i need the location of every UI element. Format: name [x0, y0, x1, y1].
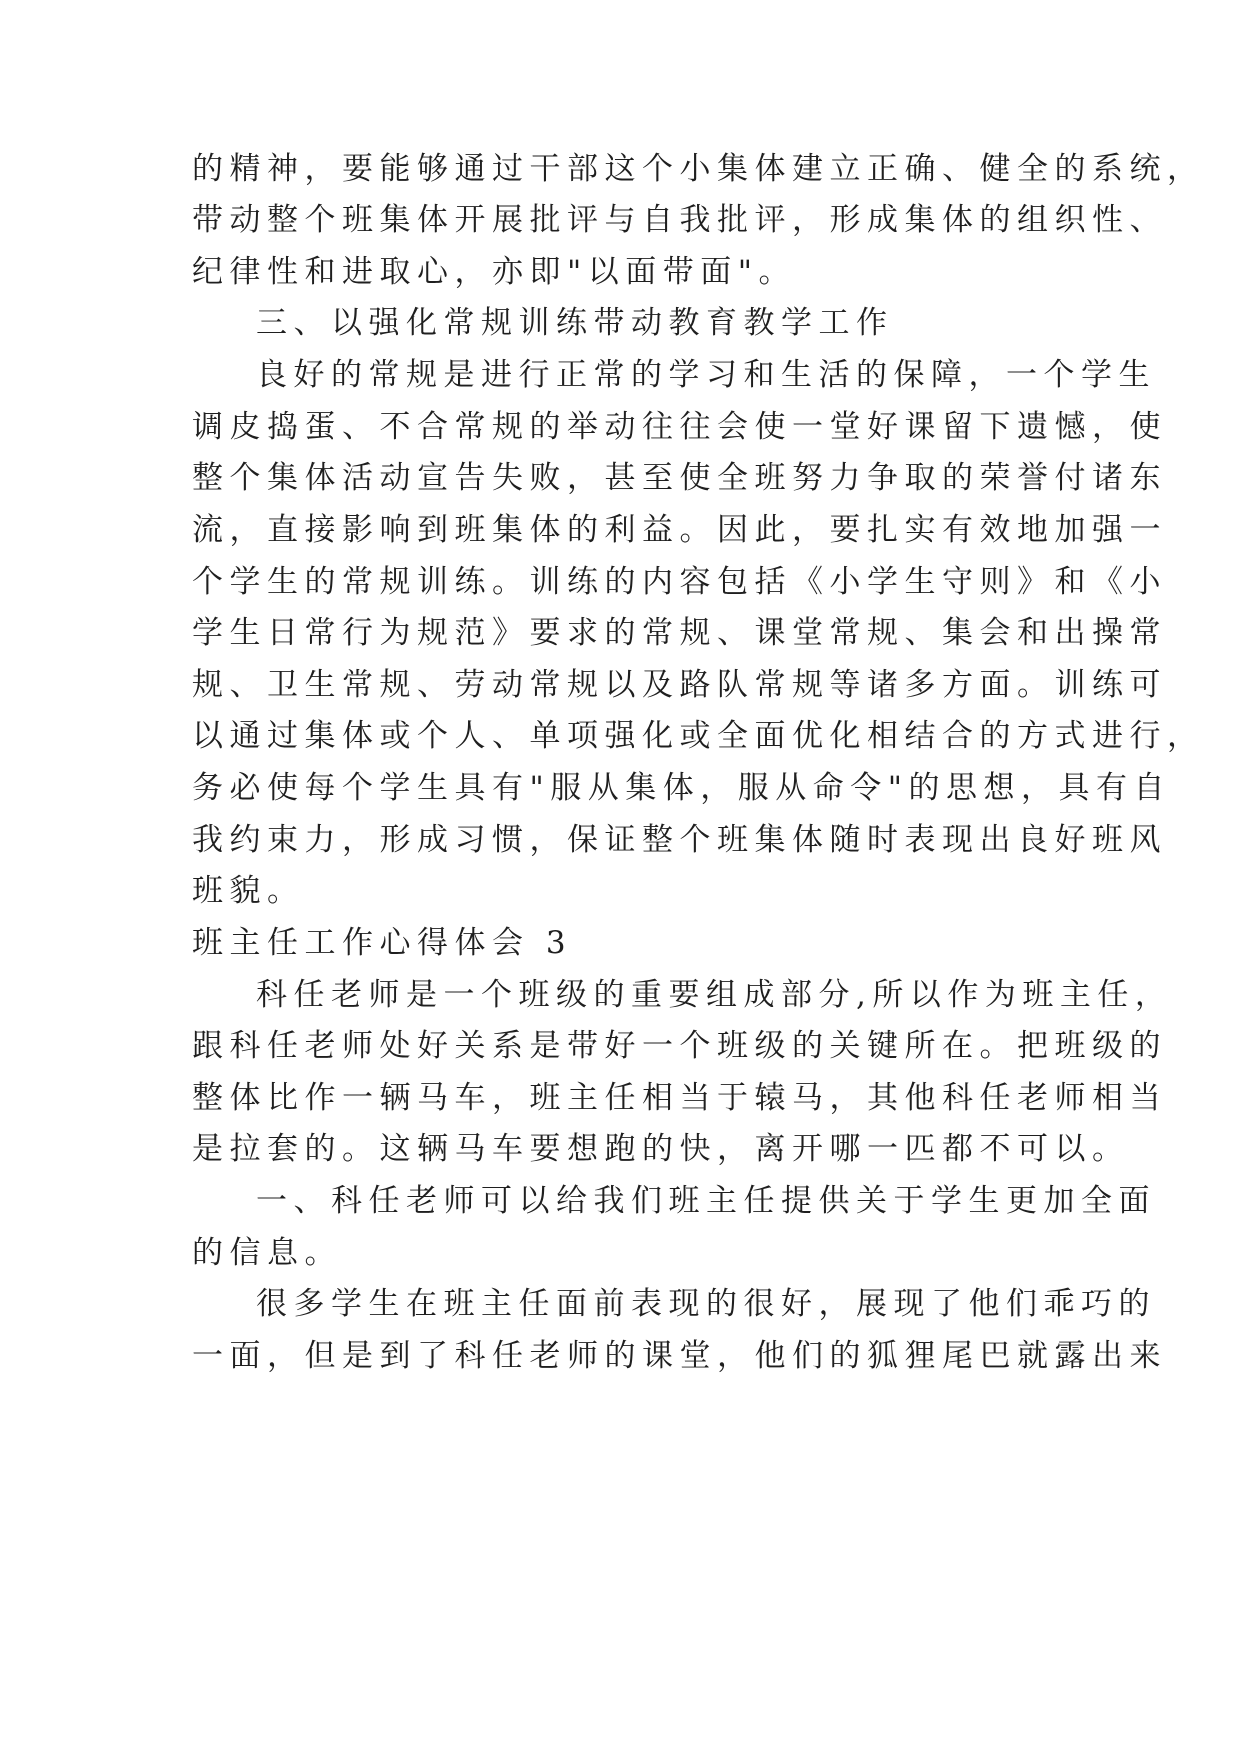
text-line: 的信息。: [192, 1235, 342, 1271]
text-line: 很多学生在班主任面前表现的很好，展现了他们乖巧的: [256, 1286, 1156, 1322]
text-line: 整个集体活动宣告失败，甚至使全班努力争取的荣誉付诸东: [192, 460, 1167, 496]
text-line: 整体比作一辆马车，班主任相当于辕马，其他科任老师相当: [192, 1080, 1167, 1116]
text-line: 科任老师是一个班级的重要组成部分,所以作为班主任，: [256, 977, 1173, 1013]
text-line: 纪律性和进取心，亦即"以面带面"。: [192, 254, 797, 290]
text-line: 班貌。: [192, 873, 305, 909]
text-line: 学生日常行为规范》要求的常规、课堂常规、集会和出操常: [192, 615, 1167, 651]
text-line: 跟科任老师处好关系是带好一个班级的关键所在。把班级的: [192, 1028, 1167, 1064]
text-line: 流，直接影响到班集体的利益。因此，要扎实有效地加强一: [192, 512, 1167, 548]
article-title: 班主任工作心得体会 3: [192, 925, 573, 961]
text-line: 规、卫生常规、劳动常规以及路队常规等诸多方面。训练可: [192, 667, 1167, 703]
text-line: 良好的常规是进行正常的学习和生活的保障，一个学生: [256, 357, 1156, 393]
text-line: 个学生的常规训练。训练的内容包括《小学生守则》和《小: [192, 564, 1167, 600]
section-heading: 三、以强化常规训练带动教育教学工作: [256, 305, 894, 341]
text-line: 调皮捣蛋、不合常规的举动往往会使一堂好课留下遗憾，使: [192, 409, 1167, 445]
text-line: 务必使每个学生具有"服从集体，服从命令"的思想，具有自: [192, 770, 1172, 806]
text-line: 以通过集体或个人、单项强化或全面优化相结合的方式进行，: [192, 718, 1205, 754]
text-line: 带动整个班集体开展批评与自我批评，形成集体的组织性、: [192, 202, 1167, 238]
text-line: 我约束力，形成习惯，保证整个班集体随时表现出良好班风: [192, 822, 1167, 858]
text-line: 一面，但是到了科任老师的课堂，他们的狐狸尾巴就露出来: [192, 1338, 1167, 1374]
text-line: 是拉套的。这辆马车要想跑的快，离开哪一匹都不可以。: [192, 1131, 1130, 1167]
text-line: 的精神，要能够通过干部这个小集体建立正确、健全的系统，: [192, 151, 1205, 187]
section-heading: 一、科任老师可以给我们班主任提供关于学生更加全面: [256, 1183, 1156, 1219]
